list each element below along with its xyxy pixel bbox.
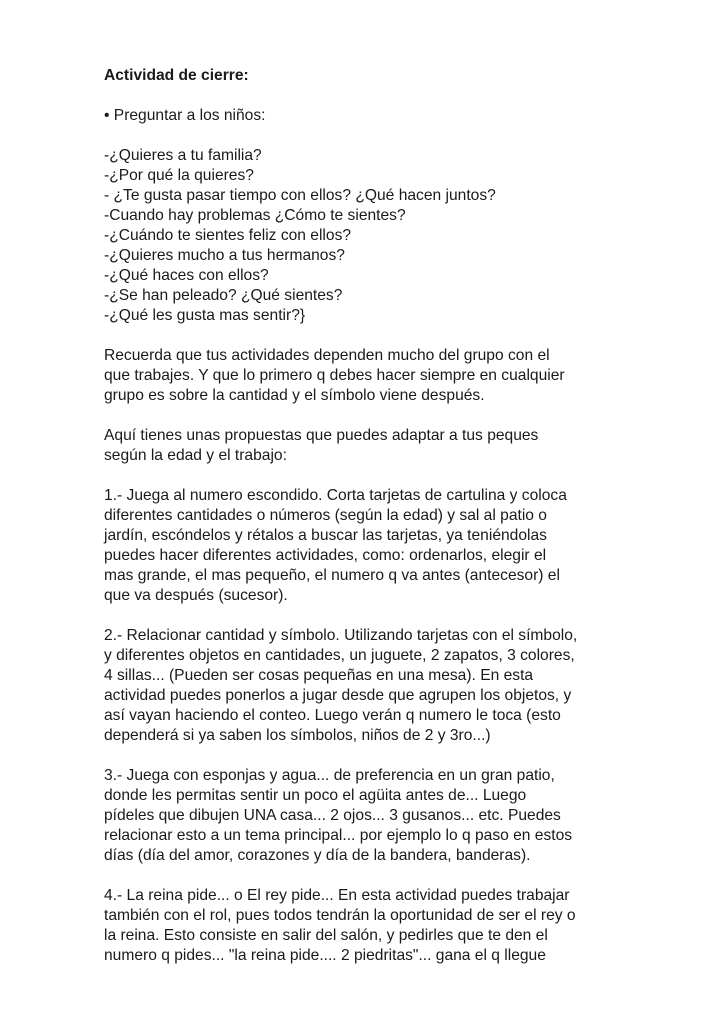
paragraph-line: 2.- Relacionar cantidad y símbolo. Utilizando tarjetas con el símbolo, — [104, 627, 578, 644]
activity-2-paragraph — [104, 626, 634, 746]
question-list — [104, 146, 634, 326]
paragraph-line: la reina. Esto consiste en salir del salón, y pedirles que te den el — [104, 927, 548, 944]
question-item: - ¿Te gusta pasar tiempo con ellos? ¿Qué hacen juntos? — [104, 187, 496, 204]
paragraph-line: jardín, escóndelos y rétalos a buscar las tarjetas, ya teniéndolas — [104, 527, 547, 544]
paragraph-line: días (día del amor, corazones y día de la bandera, banderas). — [104, 847, 531, 864]
activity-1-paragraph — [104, 486, 634, 606]
paragraph-line: puedes hacer diferentes actividades, como: ordenarlos, elegir el — [104, 547, 547, 564]
paragraph-line: 4 sillas... (Pueden ser cosas pequeñas en una mesa). En esta — [104, 667, 534, 684]
paragraph-line: que va después (sucesor). — [104, 587, 288, 604]
question-item: -¿Quieres a tu familia? — [104, 147, 262, 164]
paragraph-line: y diferentes objetos en cantidades, un juguete, 2 zapatos, 3 colores, — [104, 647, 575, 664]
reminder-paragraph — [104, 346, 634, 406]
paragraph-line: también con el rol, pues todos tendrán la oportunidad de ser el rey o — [104, 907, 576, 924]
section-title: Actividad de cierre: — [104, 67, 249, 84]
paragraph-line: 1.- Juega al numero escondido. Corta tarjetas de cartulina y coloca — [104, 487, 567, 504]
paragraph-line: Recuerda que tus actividades dependen mucho del grupo con el — [104, 347, 550, 364]
document-page — [104, 66, 634, 986]
paragraph-line: 3.- Juega con esponjas y agua... de preferencia en un gran patio, — [104, 767, 555, 784]
paragraph-line: según la edad y el trabajo: — [104, 447, 287, 464]
paragraph-line: dependerá si ya saben los símbolos, niños de 2 y 3ro...) — [104, 727, 491, 744]
paragraph-line: que trabajes. Y que lo primero q debes hacer siempre en cualquier — [104, 367, 565, 384]
intro-bullet: • Preguntar a los niños: — [104, 107, 266, 124]
question-item: -¿Quieres mucho a tus hermanos? — [104, 247, 345, 264]
paragraph-line: pídeles que dibujen UNA casa... 2 ojos... 3 gusanos... etc. Puedes — [104, 807, 561, 824]
paragraph-line: relacionar esto a un tema principal... por ejemplo lo q paso en estos — [104, 827, 573, 844]
paragraph-line: 4.- La reina pide... o El rey pide... En esta actividad puedes trabajar — [104, 887, 570, 904]
paragraph-line: así vayan haciendo el conteo. Luego verán q numero le toca (esto — [104, 707, 561, 724]
question-item: -¿Qué les gusta mas sentir?} — [104, 307, 306, 324]
proposals-intro-paragraph — [104, 426, 634, 466]
paragraph-line: actividad puedes ponerlos a jugar desde que agrupen los objetos, y — [104, 687, 572, 704]
question-item: -¿Por qué la quieres? — [104, 167, 254, 184]
question-item: -¿Cuándo te sientes feliz con ellos? — [104, 227, 352, 244]
paragraph-line: diferentes cantidades o números (según la edad) y sal al patio o — [104, 507, 547, 524]
question-item: -¿Se han peleado? ¿Qué sientes? — [104, 287, 343, 304]
paragraph-line: donde les permitas sentir un poco el agüita antes de... Luego — [104, 787, 527, 804]
question-item: -¿Qué haces con ellos? — [104, 267, 269, 284]
activity-4-paragraph — [104, 886, 634, 966]
paragraph-line: mas grande, el mas pequeño, el numero q va antes (antecesor) el — [104, 567, 560, 584]
question-item: -Cuando hay problemas ¿Cómo te sientes? — [104, 207, 406, 224]
paragraph-line: Aquí tienes unas propuestas que puedes adaptar a tus peques — [104, 427, 539, 444]
paragraph-line: grupo es sobre la cantidad y el símbolo viene después. — [104, 387, 485, 404]
activity-3-paragraph — [104, 766, 634, 866]
paragraph-line: numero q pides... "la reina pide.... 2 piedritas"... gana el q llegue — [104, 947, 546, 964]
